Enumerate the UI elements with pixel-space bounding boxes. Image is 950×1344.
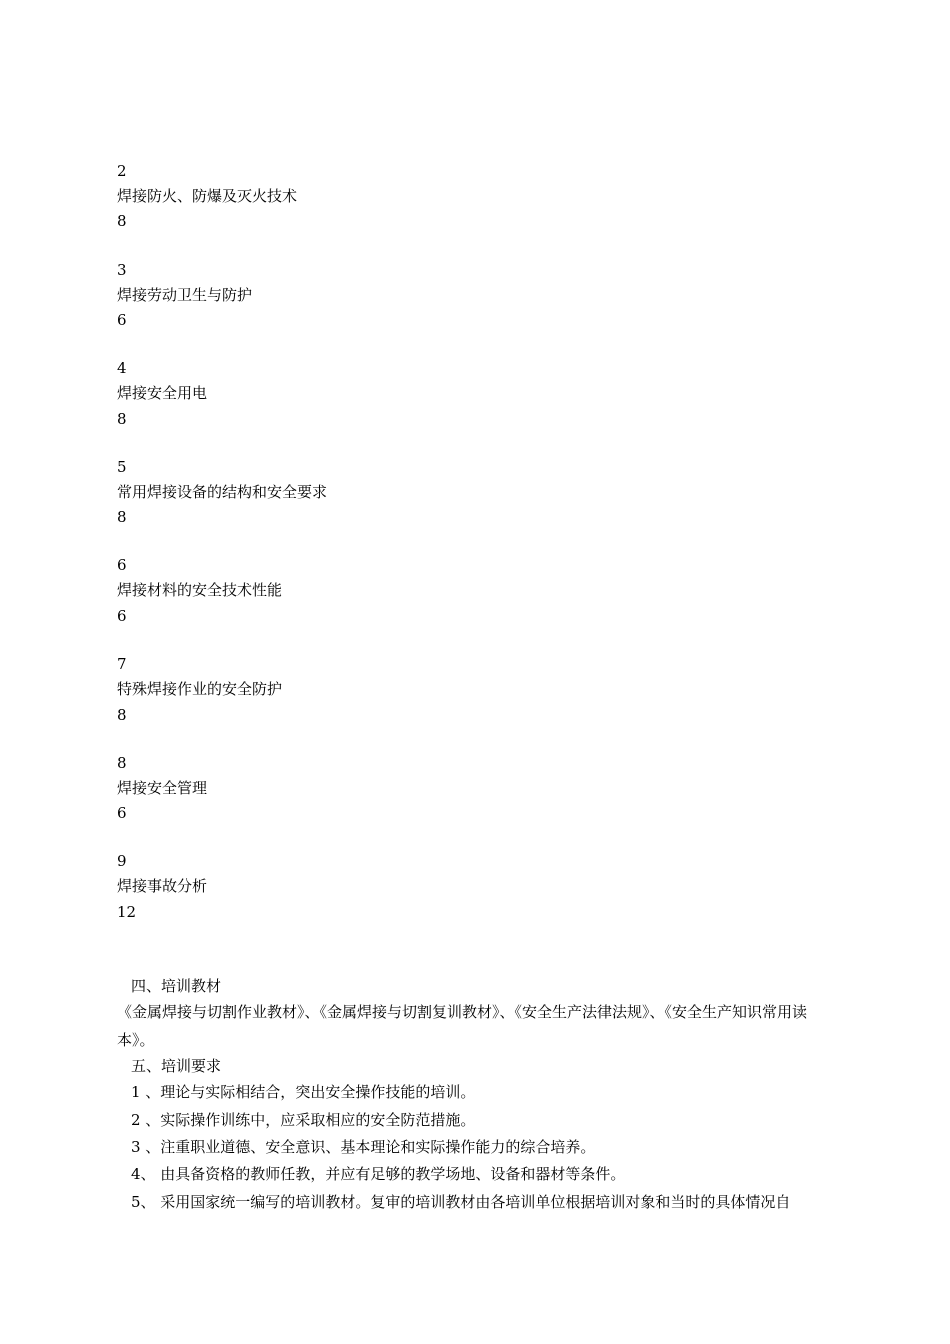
course-number: 7 <box>117 655 127 673</box>
course-number: 2 <box>117 162 127 180</box>
course-title: 焊接安全管理 <box>117 779 208 797</box>
course-number: 8 <box>117 754 127 772</box>
course-title: 焊接防火、防爆及灭火技术 <box>117 187 298 205</box>
course-number: 9 <box>117 852 127 870</box>
requirement-item: 4、 由具备资格的教师任教，并应有足够的教学场地、设备和器材等条件。 <box>131 1165 626 1183</box>
course-hours: 6 <box>117 804 127 822</box>
course-number: 4 <box>117 359 127 377</box>
course-title: 焊接事故分析 <box>117 877 208 895</box>
course-title: 焊接安全用电 <box>117 384 208 402</box>
course-title: 焊接材料的安全技术性能 <box>117 581 283 599</box>
section-heading-materials: 四、培训教材 <box>131 977 222 995</box>
course-hours: 8 <box>117 706 127 724</box>
course-hours: 8 <box>117 508 127 526</box>
course-title: 特殊焊接作业的安全防护 <box>117 680 283 698</box>
course-hours: 6 <box>117 311 127 329</box>
course-title: 焊接劳动卫生与防护 <box>117 286 253 304</box>
section-heading-requirements: 五、培训要求 <box>131 1057 222 1075</box>
course-hours: 6 <box>117 607 127 625</box>
requirement-item: 2 、实际操作训练中，应采取相应的安全防范措施。 <box>131 1111 476 1129</box>
course-number: 5 <box>117 458 127 476</box>
course-hours: 8 <box>117 410 127 428</box>
requirement-item: 3 、注重职业道德、安全意识、基本理论和实际操作能力的综合培养。 <box>131 1138 596 1156</box>
course-title: 常用焊接设备的结构和安全要求 <box>117 483 328 501</box>
course-hours: 12 <box>117 903 137 921</box>
requirement-item: 5、 采用国家统一编写的培训教材。复审的培训教材由各培训单位根据培训对象和当时的具体情况自 <box>131 1193 791 1211</box>
course-hours: 8 <box>117 212 127 230</box>
requirement-item: 1 、理论与实际相结合，突出安全操作技能的培训。 <box>131 1083 476 1101</box>
course-number: 3 <box>117 261 127 279</box>
course-number: 6 <box>117 556 127 574</box>
materials-paragraph: 《金属焊接与切割作业教材》、《金属焊接与切割复训教材》、《安全生产法律法规》、《安全生产知识常用读本》。 <box>117 1003 808 1049</box>
